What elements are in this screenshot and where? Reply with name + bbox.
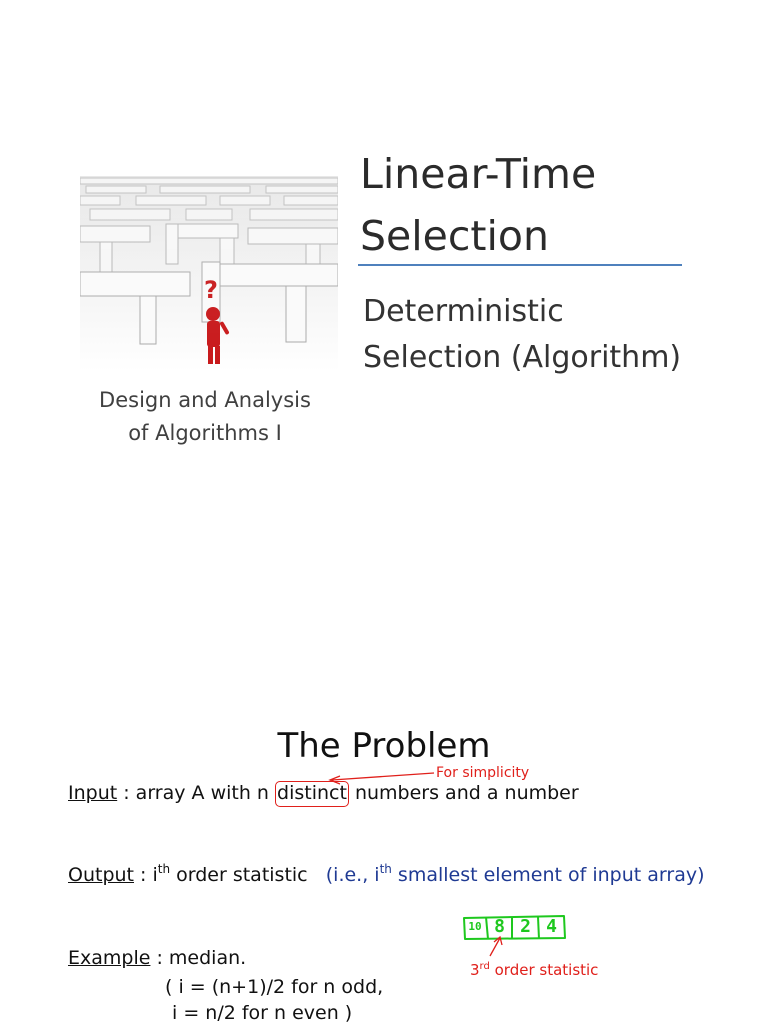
maze-with-question-mark-figure-icon bbox=[80, 176, 338, 372]
example-text: : median. bbox=[150, 947, 247, 969]
title-line-1: Linear-Time bbox=[360, 150, 597, 198]
maze-image bbox=[80, 176, 338, 372]
handwritten-array-sketch bbox=[462, 913, 566, 941]
output-text-before: : i bbox=[134, 864, 158, 886]
input-label: Input bbox=[68, 782, 118, 804]
array-cell-3: 2 bbox=[520, 916, 531, 937]
output-paren-sup: th bbox=[379, 862, 392, 876]
title-underline-divider bbox=[358, 264, 682, 266]
order-text: order statistic bbox=[489, 961, 599, 979]
input-text-before: : array A with n bbox=[117, 782, 276, 804]
subtitle-line-2: Selection (Algorithm) bbox=[363, 340, 682, 375]
median-even-formula: i = n/2 for n even ) bbox=[172, 1002, 353, 1024]
output-paren-before: (i.e., i bbox=[325, 864, 380, 886]
array-cell-4: 4 bbox=[546, 916, 557, 937]
order-sup: rd bbox=[479, 961, 490, 972]
course-name-line-1: Design and Analysis bbox=[99, 388, 311, 412]
distinct-highlight-box: distinct bbox=[275, 781, 349, 807]
order-number: 3 bbox=[470, 961, 480, 979]
median-odd-formula: ( i = (n+1)/2 for n odd, bbox=[165, 976, 384, 998]
simplicity-arrow-line bbox=[332, 773, 434, 780]
array-cell-2: 8 bbox=[494, 916, 505, 937]
output-label: Output bbox=[68, 864, 134, 886]
course-name-line-2: of Algorithms I bbox=[128, 421, 282, 445]
subtitle-line-1: Deterministic bbox=[363, 294, 564, 329]
slide-heading: The Problem bbox=[277, 726, 491, 766]
output-definition bbox=[68, 864, 705, 886]
output-text-after: order statistic bbox=[170, 864, 308, 886]
output-sup: th bbox=[157, 862, 171, 876]
third-order-statistic-annotation bbox=[470, 961, 598, 979]
title-line-2: Selection bbox=[360, 212, 549, 260]
output-paren-after: smallest element of input array) bbox=[391, 864, 705, 886]
for-simplicity-annotation: For simplicity bbox=[436, 765, 530, 781]
input-definition bbox=[68, 782, 579, 805]
input-text-after: numbers and a number bbox=[348, 782, 579, 804]
array-cell-1: 10 bbox=[468, 920, 482, 933]
example-definition bbox=[68, 947, 246, 969]
example-label: Example bbox=[68, 947, 151, 969]
